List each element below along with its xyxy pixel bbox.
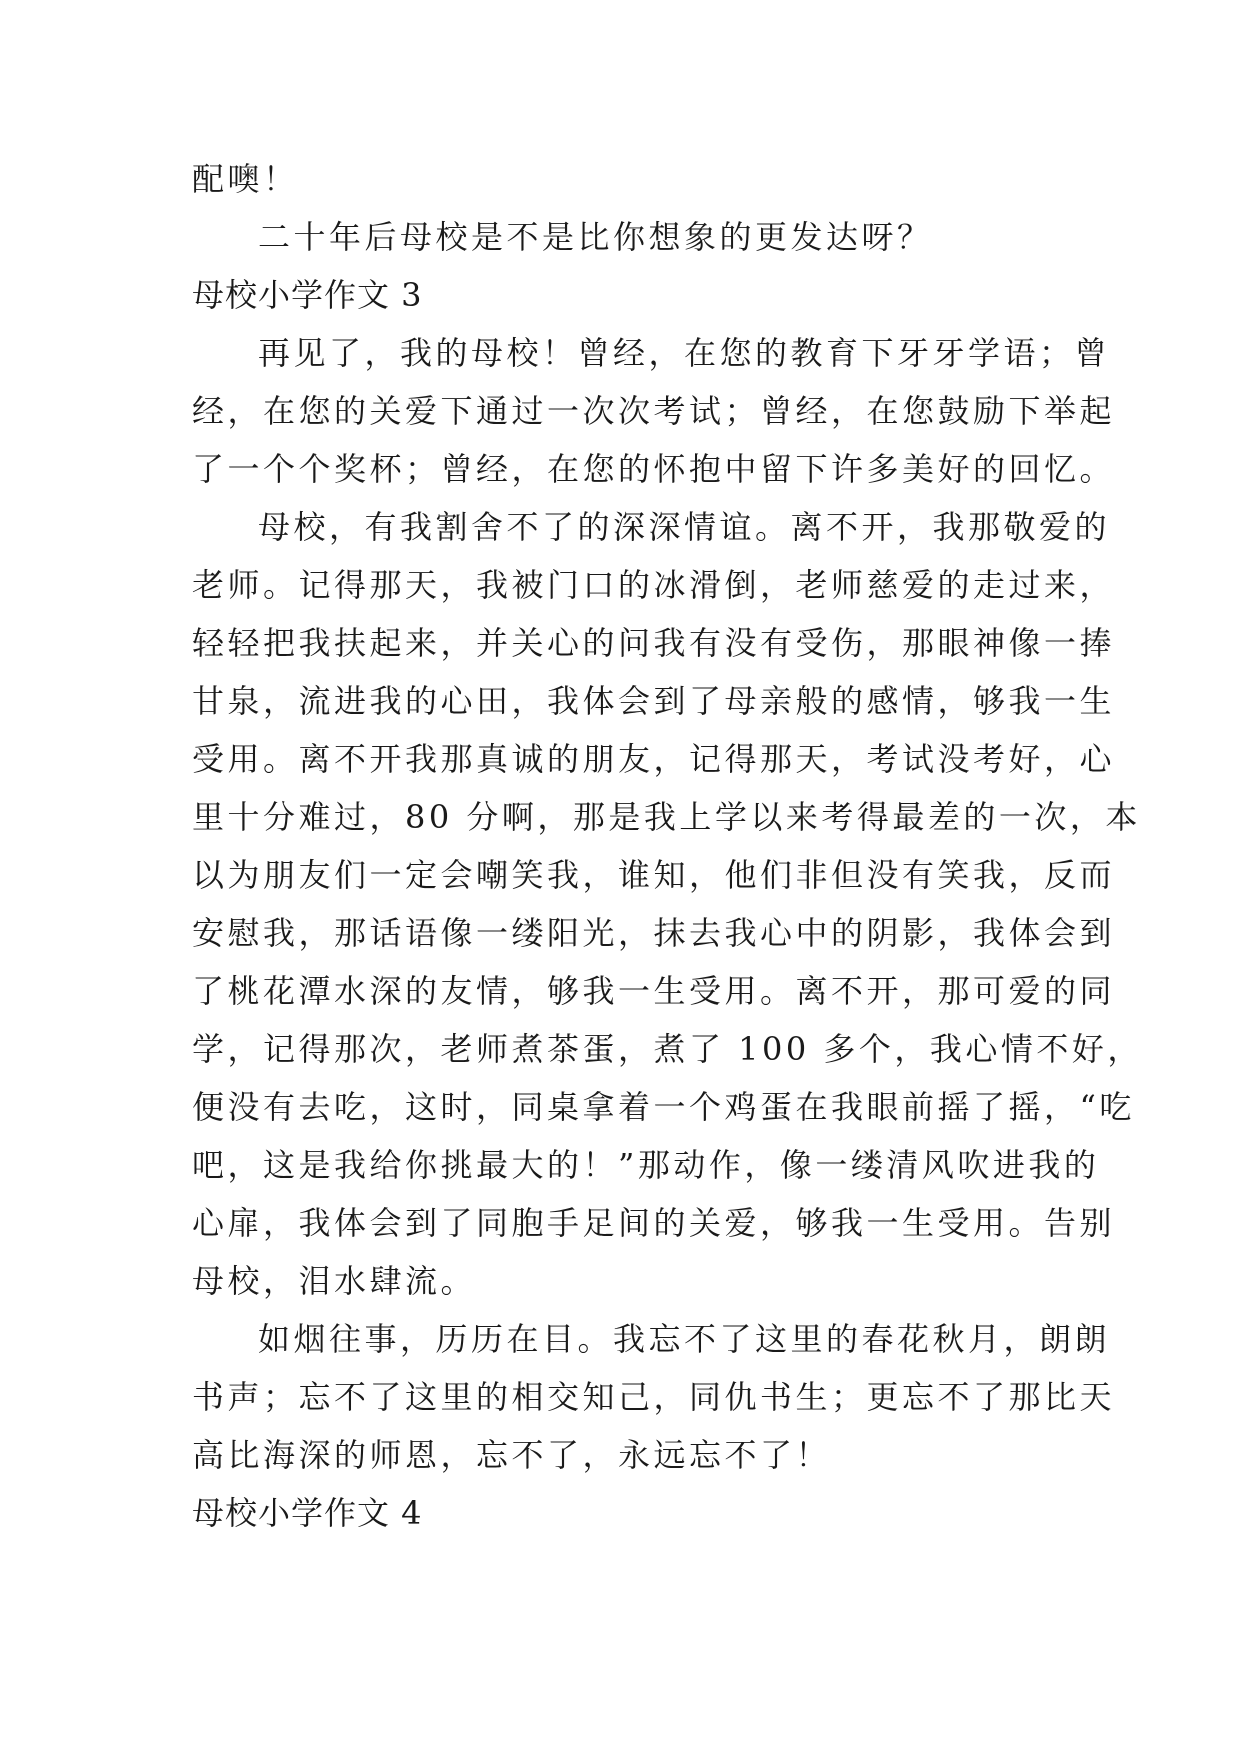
document-page: [192, 150, 1143, 1542]
text-line: 学，记得那次，老师煮茶蛋，煮了 100 多个，我心情不好，: [192, 1030, 1143, 1068]
text-line: 吧，这是我给你挑最大的！”那动作，像一缕清风吹进我的: [192, 1146, 1100, 1184]
text-line: 甘泉，流进我的心田，我体会到了母亲般的感情，够我一生: [192, 682, 1116, 720]
text-line: 书声；忘不了这里的相交知己，同仇书生；更忘不了那比天: [192, 1378, 1116, 1416]
text-line: 里十分难过，80 分啊，那是我上学以来考得最差的一次，本: [192, 798, 1141, 836]
text-line: 以为朋友们一定会嘲笑我，谁知，他们非但没有笑我，反而: [192, 856, 1116, 894]
text-line: 老师。记得那天，我被门口的冰滑倒，老师慈爱的走过来，: [192, 566, 1116, 604]
text-line: 便没有去吃，这时，同桌拿着一个鸡蛋在我眼前摇了摇，“吃: [192, 1088, 1135, 1126]
text-line: 配噢！: [192, 160, 299, 198]
text-line: 母校，泪水肆流。: [192, 1262, 477, 1300]
text-line: 了桃花潭水深的友情，够我一生受用。离不开，那可爱的同: [192, 972, 1116, 1010]
text-line: 安慰我，那话语像一缕阳光，抹去我心中的阴影，我体会到: [192, 914, 1116, 952]
text-line: 了一个个奖杯；曾经，在您的怀抱中留下许多美好的回忆。: [192, 450, 1116, 488]
text-line: 高比海深的师恩，忘不了，永远忘不了！: [192, 1436, 832, 1474]
text-line: 轻轻把我扶起来，并关心的问我有没有受伤，那眼神像一捧: [192, 624, 1116, 662]
paragraph-start-line: 二十年后母校是不是比你想象的更发达呀？: [258, 218, 933, 256]
paragraph-start-line: 再见了，我的母校！曾经，在您的教育下牙牙学语；曾: [258, 334, 1111, 372]
text-line: 心扉，我体会到了同胞手足间的关爱，够我一生受用。告别: [192, 1204, 1116, 1242]
text-line: 受用。离不开我那真诚的朋友，记得那天，考试没考好，心: [192, 740, 1116, 778]
text-line: 经，在您的关爱下通过一次次考试；曾经，在您鼓励下举起: [192, 392, 1116, 430]
section-heading: 母校小学作文 4: [192, 1494, 423, 1532]
paragraph-start-line: 母校，有我割舍不了的深深情谊。离不开，我那敬爱的: [258, 508, 1111, 546]
paragraph-start-line: 如烟往事，历历在目。我忘不了这里的春花秋月，朗朗: [258, 1320, 1111, 1358]
section-heading: 母校小学作文 3: [192, 276, 423, 314]
